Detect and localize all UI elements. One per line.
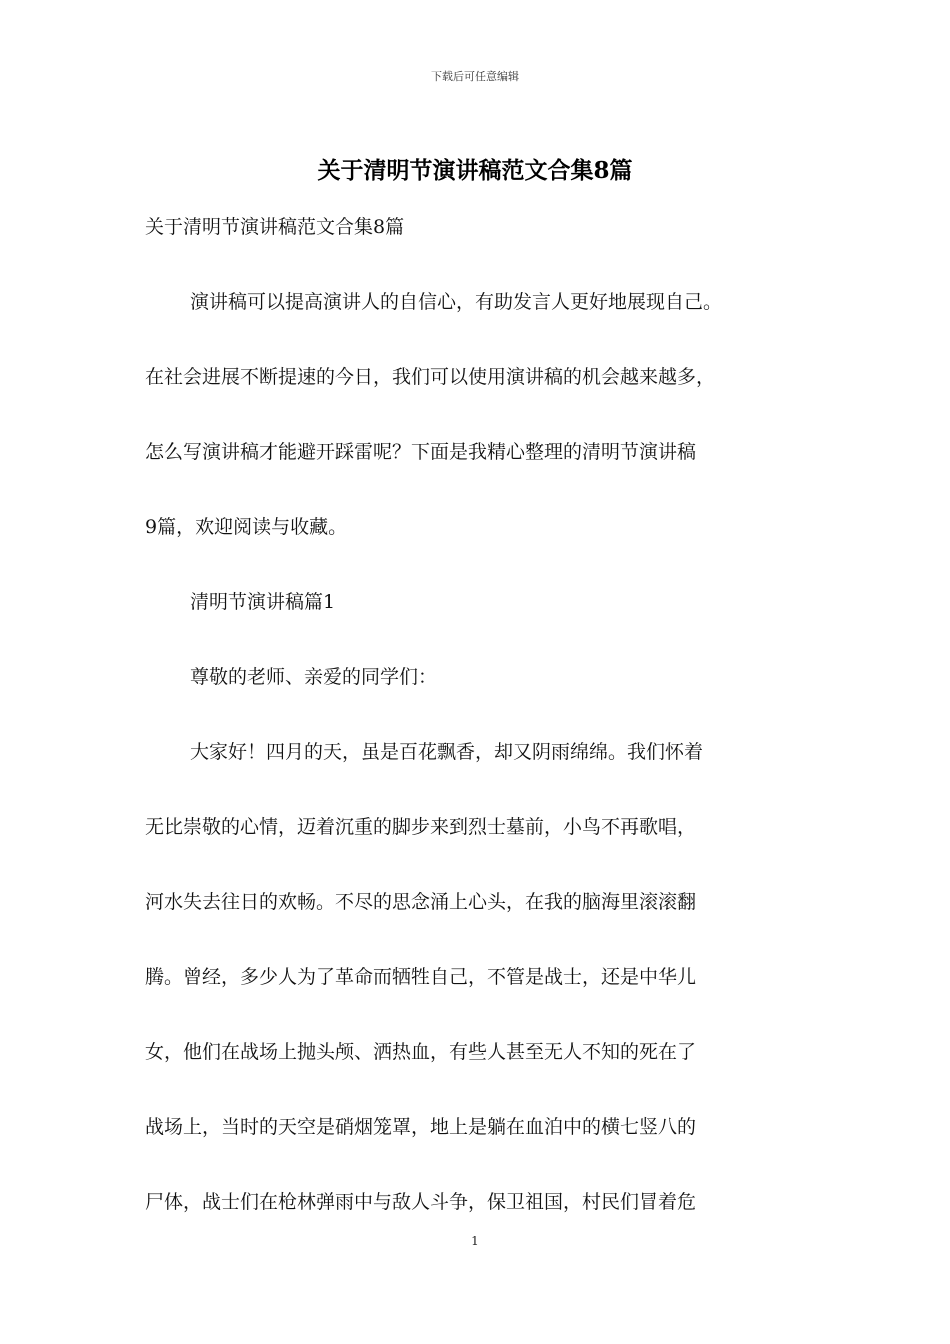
document-title: 关于清明节演讲稿范文合集8篇 (317, 157, 633, 184)
document-subtitle: 关于清明节演讲稿范文合集8篇 (145, 216, 405, 238)
paragraph-line: 女，他们在战场上抛头颅、洒热血，有些人甚至无人不知的死在了 (145, 1041, 697, 1063)
paragraph-line: 腾。曾经，多少人为了革命而牺牲自己，不管是战士，还是中华儿 (145, 966, 697, 988)
paragraph-line: 9篇，欢迎阅读与收藏。 (145, 516, 348, 538)
paragraph-line: 河水失去往日的欢畅。不尽的思念涌上心头，在我的脑海里滚滚翻 (145, 891, 697, 913)
paragraph-line: 战场上，当时的天空是硝烟笼罩，地上是躺在血泊中的横七竖八的 (145, 1116, 697, 1138)
paragraph-line: 怎么写演讲稿才能避开踩雷呢？下面是我精心整理的清明节演讲稿 (145, 441, 697, 463)
paragraph-line: 无比崇敬的心情，迈着沉重的脚步来到烈士墓前，小鸟不再歌唱， (145, 816, 697, 838)
paragraph-line: 尸体，战士们在枪林弹雨中与敌人斗争，保卫祖国，村民们冒着危 (145, 1191, 697, 1213)
header-note: 下载后可任意编辑 (431, 70, 519, 83)
paragraph-line: 大家好！四月的天，虽是百花飘香，却又阴雨绵绵。我们怀着 (190, 741, 704, 763)
paragraph-line: 在社会进展不断提速的今日，我们可以使用演讲稿的机会越来越多， (145, 366, 716, 388)
page-number: 1 (471, 1234, 479, 1248)
salutation: 尊敬的老师、亲爱的同学们： (190, 666, 438, 688)
paragraph-line: 演讲稿可以提高演讲人的自信心，有助发言人更好地展现自己。 (190, 291, 723, 313)
section-heading: 清明节演讲稿篇1 (190, 591, 336, 613)
